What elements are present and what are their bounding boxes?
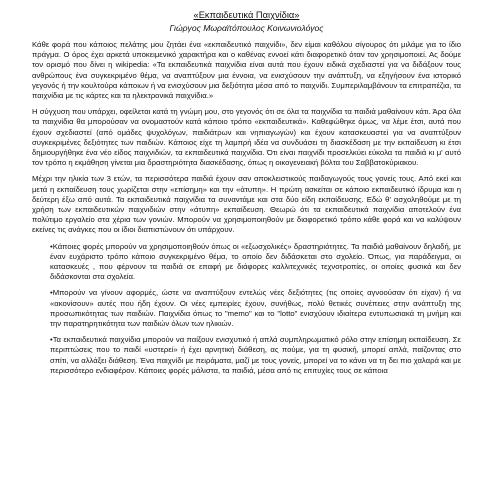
bullet-formal-education: •Τα εκπαιδευτικά παιχνίδια μπορούν να παίξουν ενισχυτικό ή απλά συμπληρωματικό ρόλο στην επίσημη εκπαίδευση. Σε περιπτώσεις που το παιδί «υστερεί» ή έχει αρνητική διάθεση, ας πούμε, για τη φυσική, μπορεί απλά, παίζοντας στο σπίτι, να αλλάξει διάθεση. Ένα παιχνίδι με πειράματα, μαζί με τους γονείς, μπορεί να το κάνει να τη δει πιο χαλαρά και με περισσότερο ενδιαφέρον. Κάποιες φορές μάλιστα, τα παιδιά, μέσα από τις επιτυχίες τους σε κάποια (50, 335, 461, 375)
bullet-new-skills: •Μπορούν να γίνουν αφορμές, ώστε να αναπτύξουν εντελώς νέες δεξιότητες (τις οποίες αγνοούσαν ότι είχαν) ή να «ακονίσουν» αυτές που ήδη έχουν. Οι νέες εμπειρίες έχουν, συνήθως, πολύ θετικές συνέπειες στην ανάπτυξη της προσωπικότητας των παιδιών. Παιχνίδια όπως το "memo" και το "lotto" ενισχύουν ιδιαίτερα εντυπωσιακά τη μνήμη και την παρατηρητικότητα των παιδιών όλων των ηλικιών. (50, 288, 461, 329)
document-author: Γιώργος Μωραϊτόπουλος Κοινωνιολόγος (169, 23, 324, 33)
paragraph-intro: Κάθε φορά που κάποιος πελάτης μου ζητάει ένα «εκπαιδευτικό παιχνίδι», δεν είμαι καθόλου σίγουρος ότι μιλάμε για το ίδιο πράγμα. Ο όρος έχει αρκετά υποκειμενικό χαρακτήρα και ο καθένας εννοεί κάτι διαφορετικό όταν τον χρησιμοποιεί. Ας δούμε τον ορισμό που δίνει η wikipedia: «Τα εκπαιδευτικά παιχνίδια είναι αυτά που έχουν ειδικά σχεδιαστεί για να διδάξουν τους ανθρώπους ένα συγκεκριμένο θέμα, να αναπτύξουν μια έννοια, να ενισχύσουν την ανάπτυξη, να εξηγήσουν ένα ιστορικό γεγονός ή την κουλτούρα κάποιων ή να ενισχύσουν μια δεξιότητα μέσα από το παιχνίδι. Συμπεριλαμβάνουν τα επιτραπέζια, τα παιχνίδια με τις κάρτες και τα ηλεκτρονικά παιχνίδια.» (32, 40, 461, 101)
paragraph-parents: Μέχρι την ηλικία των 3 ετών, τα περισσότερα παιδιά έχουν σαν αποκλειστικούς παιδαγωγούς τους γονείς τους. Από εκεί και μετά η εκπαίδευση τους χωρίζεται στην «επίσημη» και την «άτυπη». Η πρώτη ασκείται σε κάποιο εκπαιδευτικό ίδρυμα και η δεύτερη έξω από αυτά. Τα εκπαιδευτικά παιχνίδια τα συναντάμε και στα δύο είδη εκπαίδευσης. Εδώ θ' ασχοληθούμε με τη χρήση των εκπαιδευτικών παιχνιδιών στην «άτυπη» εκπαίδευση. Θεωρώ ότι τα εκπαιδευτικά παιχνίδια αποτελούν ένα πολύτιμο εργαλείο στα χέρια των γονιών. Μπορούν να χρησιμοποιηθούν με διαφορετικό τρόπο κάθε φορά και να καλύψουν εκείνες τις ανάγκες που οι ίδιοι διαπιστώνουν ότι υπάρχουν. (32, 174, 461, 235)
document-title-text: «Εκπαιδευτικά Παιχνίδια» (193, 10, 300, 20)
bullet-extracurricular: •Κάποιες φορές μπορούν να χρησιμοποιηθούν όπως οι «εξωσχολικές» δραστηριότητες. Τα παιδιά μαθαίνουν δηλαδή, με έναν ευχάριστο τρόπο κάποιο συγκεκριμένο θέμα, το οποίο δεν διδάσκεται στο σχολείο. Όπως, για παράδειγμα, οι κατασκευές , που φέρνουν τα παιδιά σε επαφή με διάφορες καλλιτεχνικές τεχνοτροπίες, οι οποίες φυσικά και δεν διδάσκονται στα σχολεία. (50, 241, 461, 282)
document-title (32, 10, 461, 21)
paragraph-confusion: Η σύγχυση που υπάρχει, οφείλεται κατά τη γνώμη μου, στο γεγονός ότι σε όλα τα παιχνίδια τα παιδιά μαθαίνουν κάτι. Άρα όλα τα παιχνίδια θα μπορούσαν να ονομαστούν κατά κάποιο τρόπο «εκπαιδευτικά». Καθεφώθηκε όμως, να λέμε έτσι, αυτά που έχουν σχεδιαστεί (από ομάδες ψυχολόγων, παιδιάτρων και νηπιαγωγών) και έχουν κατασκευαστεί για να αναπτύξουν συγκεκριμένες δεξιότητες των παιδιών. Κάποιος είχε τη λαμπρή ιδέα να συνδυάσει τη διασκέδαση με την εκπαίδευση κι έτσι δημιουργήθηκε ένα νέο είδος παιχνιδιών, τα εκπαιδευτικά παιχνίδια. Ότι είναι παιχνίδι προσελκύει εύκολα τα παιδιά κι μ' αυτό τον τρόπο η εκμάθηση γίνεται μια δραστηριότητα διασκέδασης, όπως η οικογενειακή βόλτα του Σαββατοκύριακου. (32, 107, 461, 168)
